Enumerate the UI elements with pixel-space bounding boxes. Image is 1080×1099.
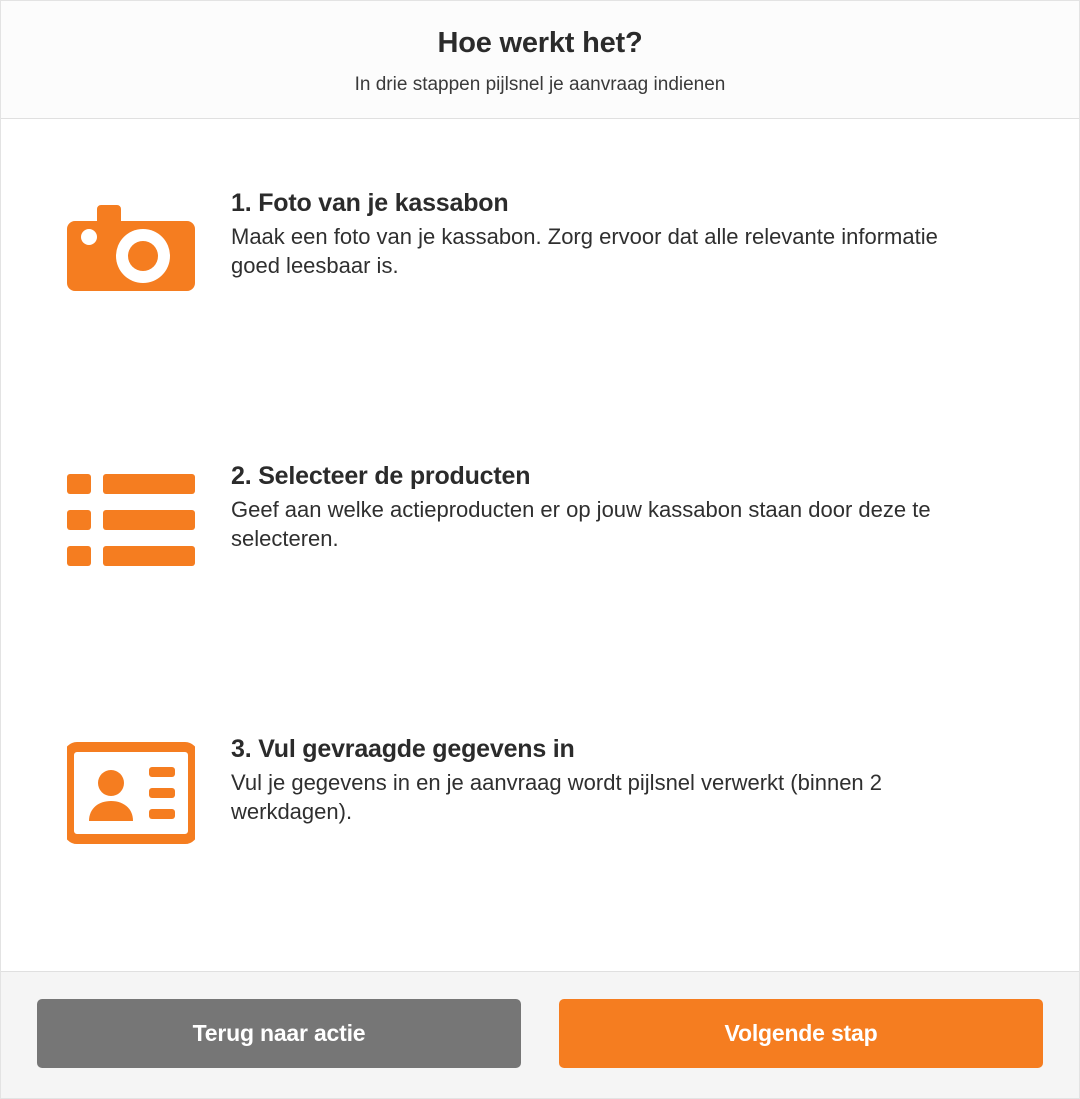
page-subtitle: In drie stappen pijlsnel je aanvraag indienen <box>354 74 726 95</box>
step-icon-wrapper <box>31 189 231 299</box>
step-item <box>31 735 1049 971</box>
steps-list <box>1 119 1079 971</box>
step-item <box>31 189 1049 462</box>
step-text <box>231 189 1049 280</box>
step-icon-wrapper <box>31 462 231 572</box>
camera-icon <box>67 195 195 299</box>
back-to-action-button[interactable]: Terug naar actie <box>37 999 521 1068</box>
page-header <box>1 1 1079 119</box>
step-text <box>231 735 1049 826</box>
step-text <box>231 462 1049 553</box>
next-step-button[interactable]: Volgende stap <box>559 999 1043 1068</box>
step-description: Vul je gegevens in en je aanvraag wordt pijlsnel verwerkt (binnen 2 werkdagen). <box>231 770 883 825</box>
step-title: 3. Vul gevraagde gegevens in <box>231 735 575 763</box>
step-description: Maak een foto van je kassabon. Zorg ervoor dat alle relevante informatie goed leesbaar is. <box>231 224 938 279</box>
page-title: Hoe werkt het? <box>437 27 643 59</box>
step-item <box>31 462 1049 735</box>
step-title: 1. Foto van je kassabon <box>231 189 509 217</box>
step-icon-wrapper <box>31 735 231 845</box>
step-description: Geef aan welke actieproducten er op jouw kassabon staan door deze te selecteren. <box>231 497 931 552</box>
footer-actions <box>1 971 1079 1098</box>
step-title: 2. Selecteer de producten <box>231 462 531 490</box>
list-icon <box>67 468 195 572</box>
id-card-icon <box>67 741 195 845</box>
